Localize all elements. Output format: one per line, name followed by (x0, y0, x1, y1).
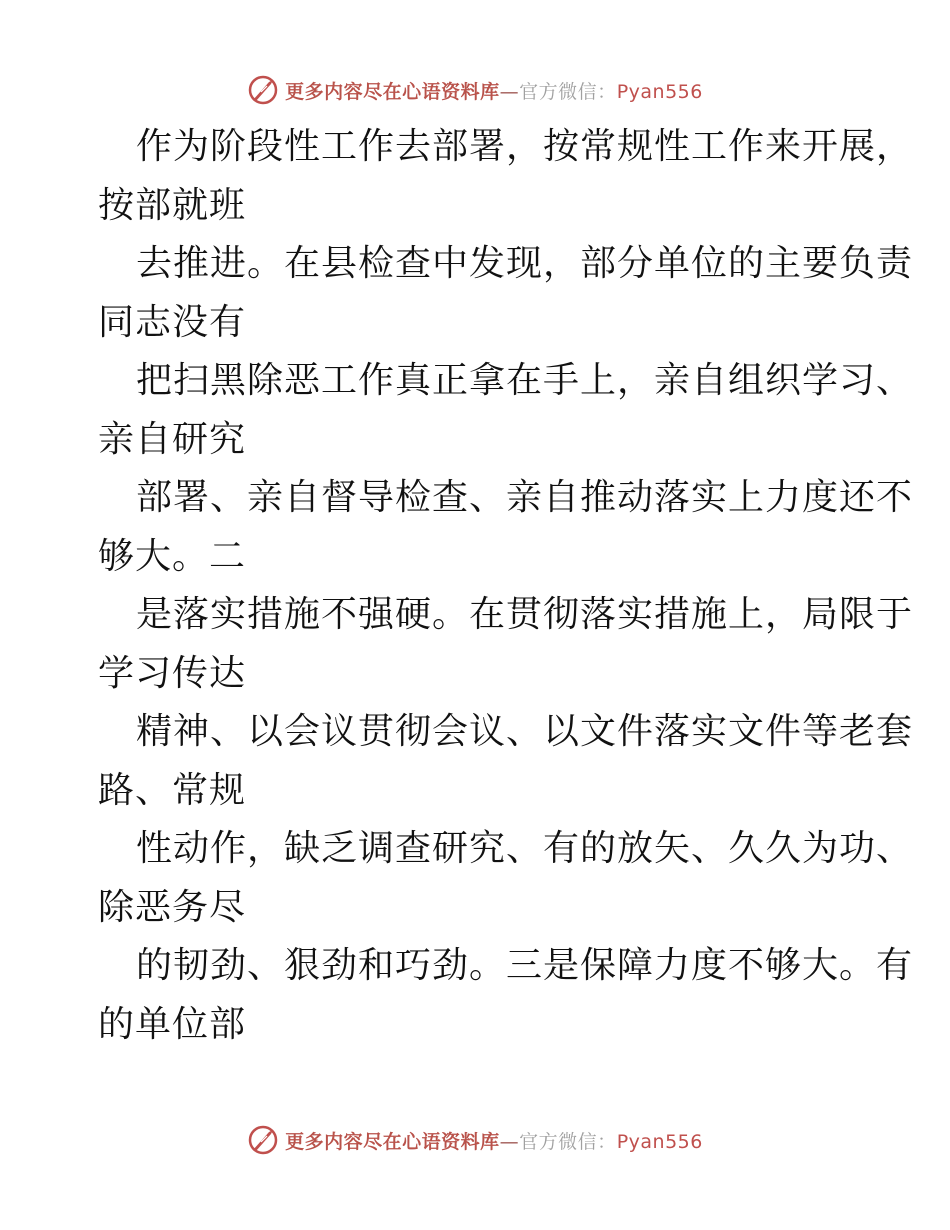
footer-wechat-label: 官方微信： (519, 1130, 617, 1153)
header-banner (0, 70, 950, 110)
footer-banner (0, 1120, 950, 1160)
body-line-14: 除恶务尽 (98, 886, 247, 928)
body-line-5: 把扫黑除恶工作真正拿在手上，亲自组织学习、 (136, 360, 914, 401)
body-line-13: 性动作，缺乏调查研究、有的放矢、久久为功、 (136, 828, 914, 869)
body-line-16: 的单位部 (98, 1003, 247, 1045)
body-line-10: 学习传达 (98, 652, 247, 694)
header-wechat-id: Pyan556 (616, 80, 703, 103)
body-line-15: 的韧劲、狠劲和巧劲。三是保障力度不够大。有 (136, 945, 914, 986)
header-brand-text: 更多内容尽在心语资料库 (285, 80, 500, 103)
body-line-11: 精神、以会议贯彻会议、以文件落实文件等老套 (136, 711, 914, 752)
body-line-9: 是落实措施不强硬。在贯彻落实措施上，局限于 (136, 594, 914, 635)
footer-dash: — (499, 1130, 520, 1153)
header-wechat-label: 官方微信： (519, 80, 617, 103)
body-line-12: 路、常规 (98, 769, 247, 811)
body-line-4: 同志没有 (98, 301, 247, 343)
document-body (98, 118, 914, 1054)
body-line-8: 够大。二 (98, 535, 247, 577)
footer-wechat-id: Pyan556 (616, 1130, 703, 1153)
body-line-3: 去推进。在县检查中发现，部分单位的主要负责 (136, 243, 914, 284)
footer-banner-text (285, 1127, 703, 1154)
body-line-7: 部署、亲自督导检查、亲自推动落实上力度还不 (136, 477, 914, 518)
body-line-6: 亲自研究 (98, 418, 247, 460)
quill-pen-logo-icon (247, 74, 279, 106)
body-line-2: 按部就班 (98, 184, 247, 226)
quill-pen-logo-icon (247, 1124, 279, 1156)
header-banner-text (285, 77, 703, 104)
footer-brand-text: 更多内容尽在心语资料库 (285, 1130, 500, 1153)
header-dash: — (499, 80, 520, 103)
body-line-1: 作为阶段性工作去部署，按常规性工作来开展， (136, 126, 914, 167)
